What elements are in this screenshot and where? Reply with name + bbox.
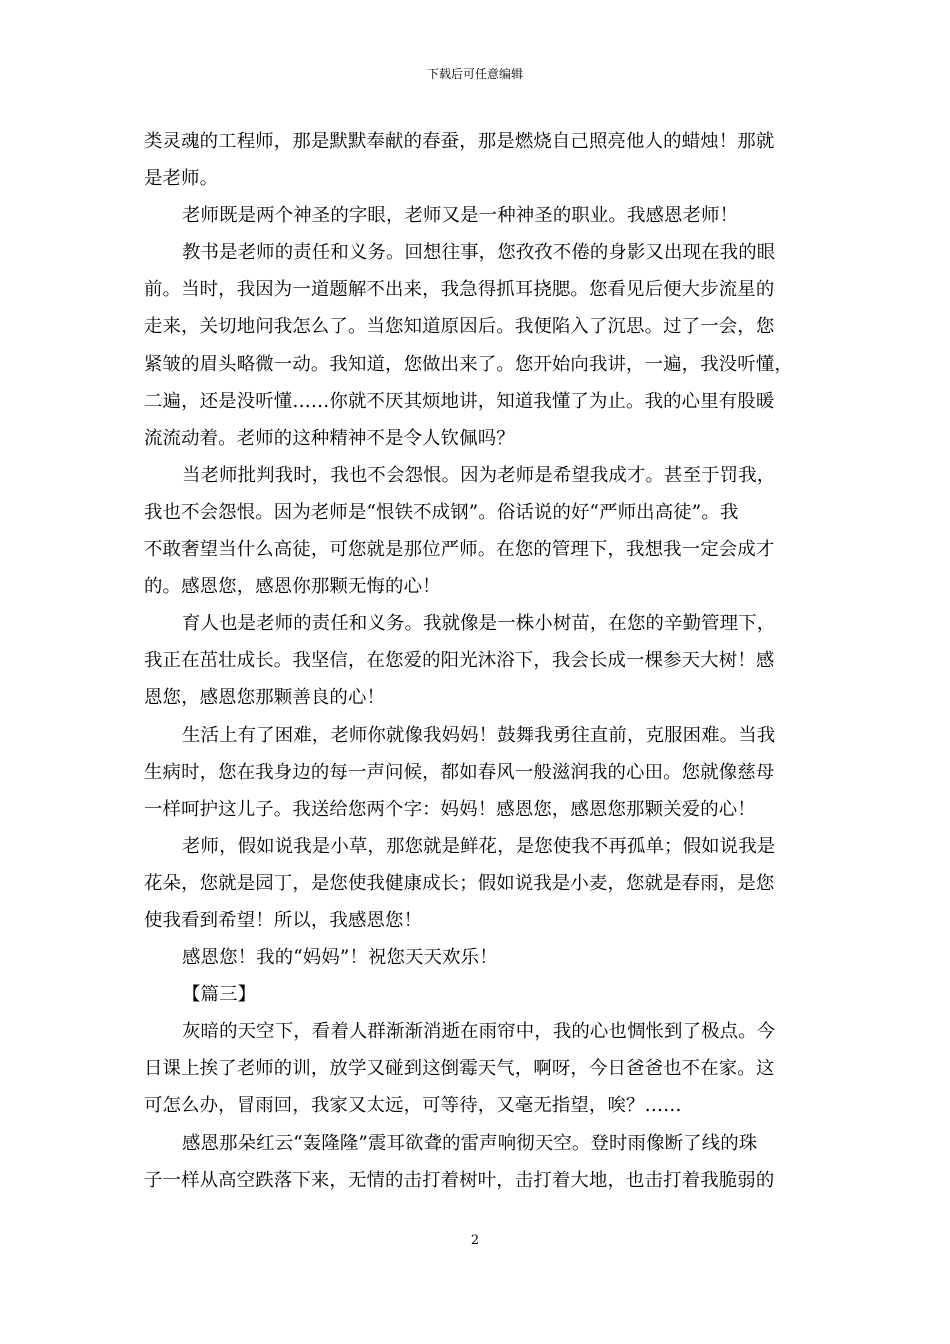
text-line: 流流动着。老师的这种精神不是令人钦佩吗？ <box>144 427 515 449</box>
text-line: 当老师批判我时，我也不会怨恨。因为老师是希望我成才。甚至于罚我， <box>182 464 776 486</box>
text-line: 日课上挨了老师的训，放学又碰到这倒霉天气，啊呀，今日爸爸也不在家。这 <box>144 1058 775 1080</box>
text-line: 类灵魂的工程师，那是默默奉献的春蚕，那是燃烧自己照亮他人的蜡烛！那就 <box>144 131 775 152</box>
text-line: 育人也是老师的责任和义务。我就像是一株小树苗，在您的辛勤管理下， <box>182 613 776 635</box>
text-line: 不敢奢望当什么高徒，可您就是那位严师。在您的管理下，我想我一定会成才 <box>144 539 775 561</box>
text-line: 我正在茁壮成长。我坚信，在您爱的阳光沐浴下，我会长成一棵参天大树！感 <box>144 650 775 672</box>
text-line: 【篇三】 <box>182 984 257 1006</box>
page-header: 下载后可任意编辑 <box>426 67 523 81</box>
text-line: 老师，假如说我是小草，那您就是鲜花，是您使我不再孤单；假如说我是 <box>182 835 776 857</box>
text-line: 生活上有了困难，老师你就像我妈妈！鼓舞我勇往直前，克服困难。当我 <box>182 724 776 746</box>
text-line: 感恩那朵红云“轰隆隆”震耳欲聋的雷声响彻天空。登时雨像断了线的珠 <box>182 1132 758 1154</box>
text-line: 教书是老师的责任和义务。回想往事，您孜孜不倦的身影又出现在我的眼 <box>182 242 776 264</box>
text-line: 的。感恩您，感恩你那颗无悔的心！ <box>144 576 441 598</box>
text-line: 生病时，您在我身边的每一声问候，都如春风一般滋润我的心田。您就像慈母 <box>144 761 775 783</box>
text-line: 老师既是两个神圣的字眼，老师又是一种神圣的职业。我感恩老师！ <box>182 205 739 227</box>
text-line: 是老师。 <box>144 168 219 190</box>
text-line: 使我看到希望！所以，我感恩您！ <box>144 909 423 931</box>
text-line: 二遍，还是没听懂……你就不厌其烦地讲，知道我懂了为止。我的心里有股暖 <box>144 390 775 412</box>
text-line: 一样呵护这儿子。我送给您两个字：妈妈！感恩您，感恩您那颗关爱的心！ <box>144 798 756 820</box>
page-number: 2 <box>470 1233 480 1248</box>
text-line: 恩您，感恩您那颗善良的心！ <box>144 687 386 709</box>
text-line: 前。当时，我因为一道题解不出来，我急得抓耳挠腮。您看见后便大步流星的 <box>144 279 775 301</box>
text-line: 可怎么办，冒雨回，我家又太远，可等待，又毫无指望，唉？…… <box>144 1095 682 1117</box>
text-line: 子一样从高空跌落下来，无情的击打着树叶，击打着大地，也击打着我脆弱的 <box>144 1169 775 1191</box>
document-body <box>144 123 808 1199</box>
text-line: 紧皱的眉头略微一动。我知道，您做出来了。您开始向我讲，一遍，我没听懂， <box>144 353 793 375</box>
text-line: 感恩您！我的“妈妈”！祝您天天欢乐！ <box>182 947 498 969</box>
text-line: 花朵，您就是园丁，是您使我健康成长；假如说我是小麦，您就是春雨，是您 <box>144 872 775 894</box>
text-line: 灰暗的天空下，看着人群渐渐消逝在雨帘中，我的心也惆怅到了极点。今 <box>182 1021 776 1043</box>
text-line: 我也不会怨恨。因为老师是“恨铁不成钢”。俗话说的好“严师出高徒”。我 <box>144 501 739 523</box>
text-line: 走来，关切地问我怎么了。当您知道原因后。我便陷入了沉思。过了一会，您 <box>144 316 775 338</box>
